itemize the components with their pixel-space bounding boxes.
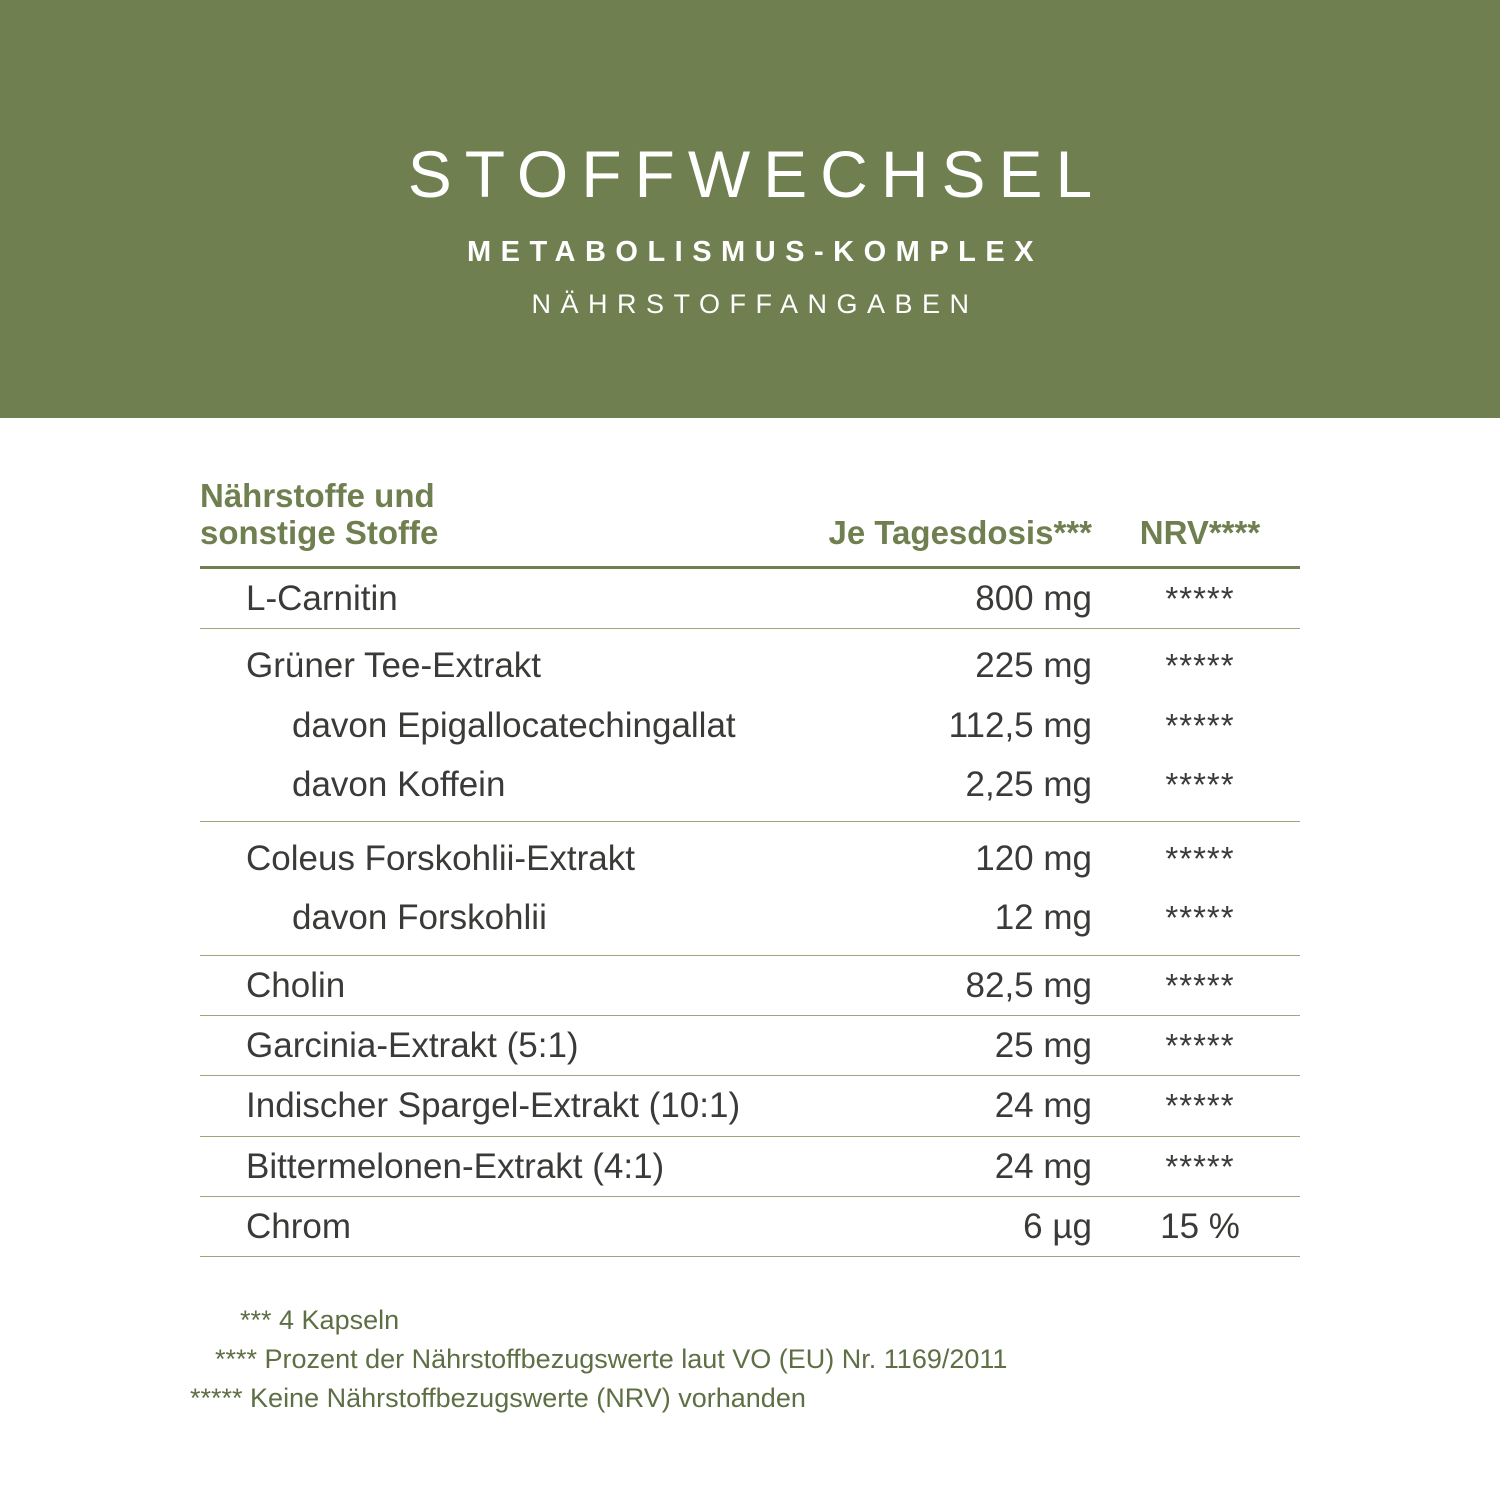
row-nrv: 15 % — [1160, 1206, 1240, 1246]
header-band — [0, 0, 1500, 418]
row-amount: 225 mg — [975, 646, 1092, 686]
row-nrv: ***** — [1165, 647, 1235, 685]
table-row — [200, 1015, 1300, 1075]
row-nrv: ***** — [1165, 579, 1235, 617]
table-row — [200, 755, 1300, 822]
page-title: STOFFWECHSEL — [407, 136, 1106, 211]
column-header-daily-dose: Je Tagesdosis*** — [828, 513, 1092, 551]
row-nrv: ***** — [1165, 765, 1235, 803]
row-nutrient-name: davon Koffein — [292, 764, 506, 804]
row-nrv: ***** — [1165, 966, 1235, 1004]
row-amount: 24 mg — [994, 1146, 1092, 1186]
row-nrv: ***** — [1165, 1026, 1235, 1064]
row-nutrient-name: davon Forskohlii — [292, 898, 547, 938]
column-header-nutrients — [200, 478, 760, 567]
row-amount: 24 mg — [994, 1086, 1092, 1126]
row-amount: 12 mg — [994, 898, 1092, 938]
table-header — [200, 478, 1300, 567]
table-header-row — [200, 478, 1300, 567]
row-amount: 120 mg — [975, 839, 1092, 879]
column-header-nutrients-line2: sonstige Stoffe — [200, 513, 439, 551]
page-subtitle-product: METABOLISMUS-KOMPLEX — [466, 236, 1044, 269]
table-row — [200, 888, 1300, 955]
table-row — [200, 567, 1300, 628]
nutrition-table-container — [0, 418, 1500, 1257]
nutrition-table — [200, 478, 1300, 1257]
row-nutrient-name: Indischer Spargel-Extrakt (10:1) — [246, 1086, 741, 1126]
page-subtitle-section: NÄHRSTOFFANGABEN — [531, 289, 979, 320]
table-row — [200, 955, 1300, 1015]
row-nutrient-name: Coleus Forskohlii-Extrakt — [246, 839, 635, 879]
table-row — [200, 1136, 1300, 1196]
row-nrv: ***** — [1165, 840, 1235, 878]
row-nutrient-name: davon Epigallocatechingallat — [292, 705, 736, 745]
table-row — [200, 629, 1300, 696]
row-amount: 2,25 mg — [965, 764, 1092, 804]
row-nrv: ***** — [1165, 706, 1235, 744]
footnote-nrv-regulation: **** Prozent der Nährstoffbezugswerte laut VO (EU) Nr. 1169/2011 — [215, 1344, 1008, 1375]
row-amount: 82,5 mg — [965, 965, 1092, 1005]
row-amount: 800 mg — [975, 578, 1092, 618]
row-nutrient-name: Grüner Tee-Extrakt — [246, 646, 542, 686]
row-nutrient-name: Bittermelonen-Extrakt (4:1) — [246, 1146, 665, 1186]
table-body — [200, 567, 1300, 1256]
footnote-no-nrv: ***** Keine Nährstoffbezugswerte (NRV) vorhanden — [190, 1383, 806, 1414]
row-nutrient-name: Cholin — [246, 965, 346, 1005]
column-header-nutrients-line1: Nährstoffe und — [200, 477, 435, 514]
row-nrv: ***** — [1165, 1087, 1235, 1125]
table-row — [200, 696, 1300, 755]
row-nrv: ***** — [1165, 1147, 1235, 1185]
row-amount: 25 mg — [994, 1025, 1092, 1065]
table-row — [200, 822, 1300, 889]
table-row — [200, 1196, 1300, 1256]
table-row — [200, 1076, 1300, 1136]
column-header-nrv: NRV**** — [1139, 513, 1261, 551]
row-nutrient-name: Chrom — [246, 1206, 352, 1246]
row-nutrient-name: L-Carnitin — [246, 578, 398, 618]
row-nrv: ***** — [1165, 899, 1235, 937]
row-nutrient-name: Garcinia-Extrakt (5:1) — [246, 1025, 579, 1065]
row-amount: 6 µg — [1023, 1206, 1092, 1246]
footnote-dose: *** 4 Kapseln — [240, 1305, 400, 1336]
footnotes-block — [0, 1257, 1500, 1418]
row-amount: 112,5 mg — [948, 705, 1092, 745]
